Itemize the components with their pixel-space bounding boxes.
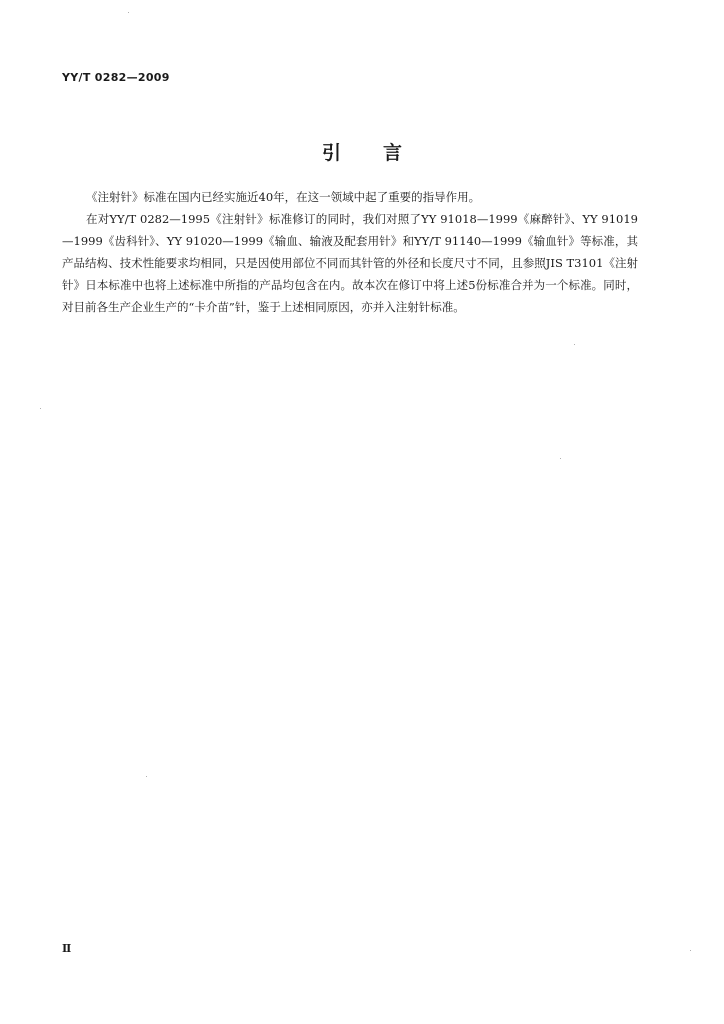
scan-speck	[560, 458, 561, 459]
scan-speck	[40, 408, 41, 409]
paragraph-1: 《注射针》标准在国内已经实施近40年，在这一领域中起了重要的指导作用。	[86, 190, 481, 204]
paragraph-2: 在对YY/T 0282—1995《注射针》标准修订的同时，我们对照了YY 91018—1999《麻醉针》、YY 91019—1999《齿科针》、YY 91020—1999《输血、输液及配套用针》和YY/T 91140—1999《输血针》等标准，其产品结构、技术性能要求均相同，只是因使用部位不同而其针管的外径和长度尺寸不同，且参照JIS T3101《注射针》日本标准中也将上述标准中所指的产品均包含在内。故本次在修订中将上述5份标准合并为一个标准。同时，对目前各生产企业生产的“卡介苗”针，鉴于上述相同原因，亦并入注射针标准。	[62, 212, 638, 314]
scan-speck	[128, 12, 129, 13]
page-title: 引言	[321, 142, 444, 164]
body-text	[62, 186, 638, 318]
scan-speck	[574, 344, 575, 345]
page-number: Ⅱ	[62, 942, 72, 955]
standard-code: YY/T 0282—2009	[62, 71, 170, 84]
scan-speck	[146, 776, 147, 777]
scan-speck	[690, 950, 691, 951]
